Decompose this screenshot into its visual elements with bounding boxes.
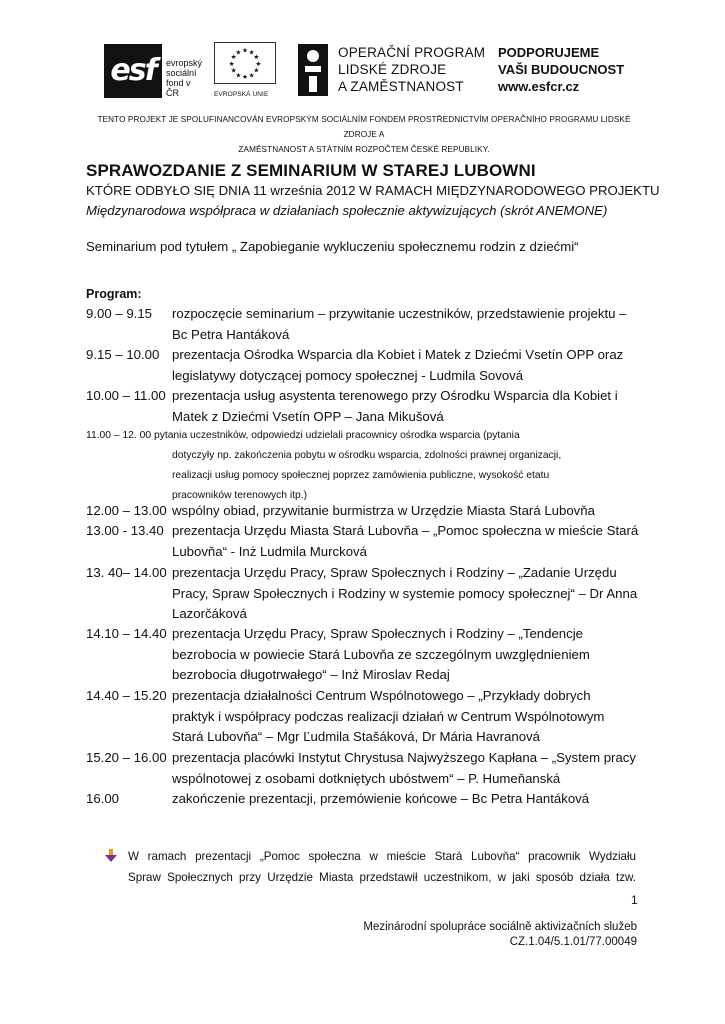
program-desc-line: Bc Petra Hantáková	[172, 326, 290, 342]
program-time: 12.00 – 13.00	[86, 503, 167, 518]
program-desc-line: dotyczyły np. zakończenia pobytu w ośrodku wsparcia, zdolności prawnej organizacji,	[172, 450, 562, 461]
program-time: 9.00 – 9.15	[86, 306, 152, 321]
program-desc-line: bezrobocia długotrwałego“ – Inż Miroslav Redaj	[172, 667, 450, 682]
esf-logo	[104, 44, 204, 98]
op-figure-icon	[296, 42, 330, 98]
program-desc-line: prezentacja działalności Centrum Wspólnotowego – „Przykłady dobrych	[172, 688, 591, 703]
program-desc-line: legislatywy dotyczącej pomocy społecznej - Ludmila Sovová	[172, 367, 524, 383]
program-time: 14.10 – 14.40	[86, 626, 167, 641]
program-label: Program:	[86, 287, 142, 301]
program-desc	[172, 624, 652, 686]
esf-mark-icon: esf	[104, 44, 162, 98]
svg-text:★: ★	[253, 53, 260, 62]
esf-line-2: sociální	[166, 68, 197, 78]
program-desc-line: Stará Lubovňa“ – Mgr Ľudmila Stašáková, Dr Mária Havranová	[172, 729, 540, 744]
program-desc-line: wspólny obiad, przywitanie burmistrza w Urzędzie Miasta Stará Lubovňa	[172, 503, 595, 518]
svg-text:★: ★	[230, 66, 237, 75]
svg-text:★: ★	[235, 48, 242, 57]
program-desc	[172, 304, 652, 345]
footer-line-2: CZ.1.04/5.1.01/77.00049	[509, 936, 637, 948]
esf-line-3: fond v ČR	[166, 78, 191, 98]
program-desc	[172, 686, 652, 748]
program-desc-line: Lazorčáková	[172, 606, 247, 621]
funding-note	[84, 112, 644, 157]
program-desc-line: pytania uczestników, odpowiedzi udzielali pracownicy ośrodka wsparcia (pytania	[153, 430, 520, 441]
program-desc-line: realizacji usług pomocy społecznej poprzez zamówienia publiczne, wysokość etatu	[172, 470, 550, 481]
program-desc-line: rozpoczęcie seminarium – przywitanie uczestników, przedstawienie projektu –	[172, 306, 627, 321]
program-desc-line: Pracy, Spraw Społecznych i Rodziny w systemie pomocy społecznej“ – Dr Anna	[172, 585, 638, 601]
program-desc-line: pracowników terenowych itp.)	[172, 490, 308, 501]
bullet-arrow-icon	[104, 849, 118, 863]
program-time: 16.00	[86, 791, 120, 806]
op-line-1: OPERAČNÍ PROGRAM	[338, 45, 486, 60]
program-desc-line: prezentacja Ośrodka Wsparcia dla Kobiet i Matek z Dziećmi Vsetín OPP oraz	[172, 347, 624, 362]
support-line-2: VAŠI BUDOUCNOST	[498, 62, 625, 77]
program-desc-line: zakończenie prezentacji, przemówienie końcowe – Bc Petra Hantáková	[172, 791, 590, 806]
program-time: 13. 40– 14.00	[86, 565, 167, 580]
program-time: 15.20 – 16.00	[86, 750, 167, 765]
svg-text:★: ★	[230, 53, 237, 62]
project-name: Międzynarodowa współpraca w działaniach społecznie aktywizujących (skrót ANEMONE)	[86, 203, 608, 218]
seminar-title-line: Seminarium pod tytułem „ Zapobieganie wykluczeniu społecznemu rodzin z dziećmi“	[86, 239, 579, 254]
program-time: 11.00 – 12. 00	[86, 430, 152, 441]
bullet-line-2: Spraw Społecznych przy Urzędzie Miasta przedstawił uczestnikom, w jaki sposób działa tzw.	[128, 871, 636, 884]
program-desc-line: prezentacja Urzędu Pracy, Spraw Społecznych i Rodziny – „Zadanie Urzędu	[172, 565, 617, 580]
program-desc-line: prezentacja Urzędu Miasta Stará Lubovňa – „Pomoc społeczna w mieście Stará	[172, 523, 639, 538]
footer-line-1: Mezinárodní spolupráce sociálně aktivizačních služeb	[363, 921, 637, 933]
program-desc-line: prezentacja usług asystenta terenowego przy Ośrodku Wsparcia dla Kobiet i	[172, 388, 618, 403]
svg-text:★: ★	[248, 71, 255, 80]
program-desc-continued	[172, 446, 646, 506]
program-desc	[172, 386, 652, 427]
eu-flag-icon	[214, 42, 276, 84]
program-desc	[172, 748, 652, 789]
program-desc-line: prezentacja placówki Instytut Chrystusa Najwyższego Kapłana – „System pracy	[172, 750, 636, 765]
svg-text:★: ★	[255, 59, 262, 68]
esf-text	[166, 58, 204, 98]
program-desc	[172, 563, 652, 625]
program-desc-line: prezentacja Urzędu Pracy, Spraw Społecznych i Rodziny – „Tendencje	[172, 626, 583, 641]
support-slogan	[498, 44, 624, 95]
document-subtitle: KTÓRE ODBYŁO SIĘ DNIA 11 września 2012 W RAMACH MIĘDZYNARODOWEGO PROJEKTU	[86, 183, 660, 198]
svg-text:★: ★	[242, 46, 248, 55]
op-line-3: A ZAMĚSTNANOST	[338, 79, 464, 94]
op-logo	[296, 42, 496, 98]
program-row	[86, 426, 646, 506]
program-desc-line: wspólnotowej z osobami dotkniętych ubóstwem“ – P. Humeňanská	[172, 770, 561, 786]
program-time: 14.40 – 15.20	[86, 688, 167, 703]
svg-text:★: ★	[248, 48, 255, 57]
eu-logo	[214, 42, 278, 98]
program-desc-line: Matek z Dziećmi Vsetín OPP – Jana Mikušová	[172, 408, 444, 424]
program-desc	[172, 521, 652, 562]
program-desc	[172, 345, 652, 386]
support-line-1: PODPORUJEME	[498, 45, 600, 60]
svg-text:★: ★	[235, 71, 242, 80]
svg-text:★: ★	[253, 66, 260, 75]
program-desc-line: Lubovňa“ - Inż Ludmila Murcková	[172, 543, 367, 559]
program-desc	[86, 426, 646, 446]
funding-line-1: TENTO PROJEKT JE SPOLUFINANCOVÁN EVROPSKÝM SOCIÁLNÍM FONDEM PROSTŘEDNICTVÍM OPERAČNÍHO PROGRAMU LIDSKÉ ZDROJE A	[97, 115, 631, 139]
page-number: 1	[631, 893, 638, 907]
op-text	[338, 44, 485, 95]
op-line-2: LIDSKÉ ZDROJE	[338, 62, 447, 77]
program-time: 9.15 – 10.00	[86, 347, 160, 362]
eu-label: EVROPSKÁ UNIE	[214, 91, 269, 98]
program-desc-line: bezrobocia w powiecie Stará Lubovňa ze szczególnym uwzględnieniem	[172, 646, 590, 662]
bullet-paragraph	[106, 846, 636, 888]
funding-line-2: ZAMĚSTNANOST A STÁTNÍM ROZPOČTEM ČESKÉ REPUBLIKY.	[238, 145, 490, 154]
page-footer	[363, 920, 637, 950]
bullet-line-1: W ramach prezentacji „Pomoc społeczna w mieście Stará Lubovňa“ pracownik Wydziału	[128, 850, 636, 863]
program-desc	[172, 501, 652, 522]
esf-line-1: evropský	[166, 58, 203, 68]
program-time: 10.00 – 11.00	[86, 388, 166, 403]
program-time: 13.00 - 13.40	[86, 523, 164, 538]
svg-text:★: ★	[242, 73, 248, 82]
program-desc-line: praktyk i współpracy podczas realizacji działań w Centrum Wspólnotowym	[172, 708, 605, 724]
document-title: SPRAWOZDANIE Z SEMINARIUM W STAREJ LUBOWNI	[86, 161, 536, 180]
svg-text:★: ★	[228, 59, 235, 68]
header-logos	[104, 40, 634, 100]
program-desc	[172, 789, 652, 810]
support-url: www.esfcr.cz	[498, 79, 580, 94]
